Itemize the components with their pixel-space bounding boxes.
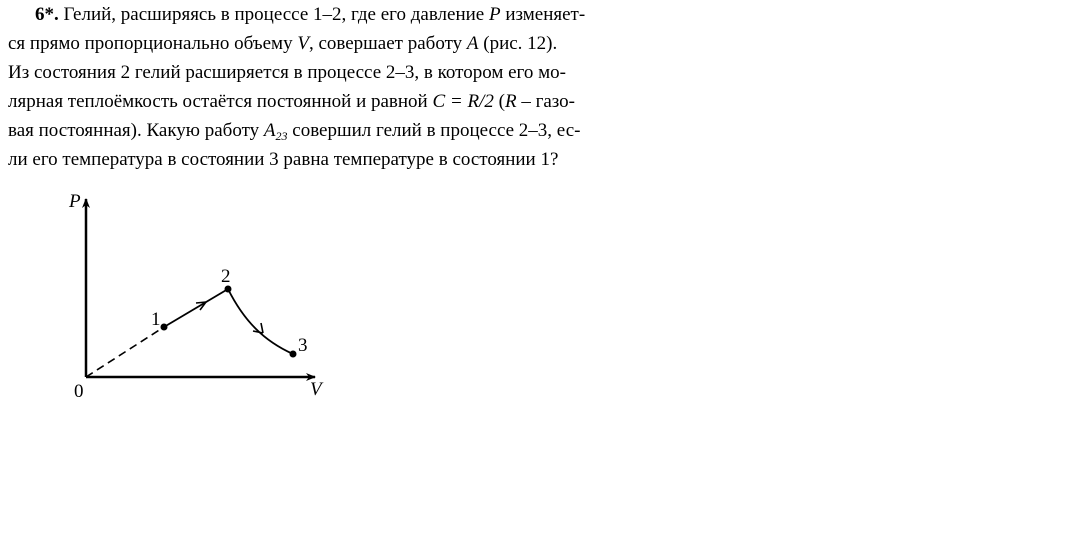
formula-c: C = R/2 — [432, 91, 494, 112]
process-2-3-curve — [228, 289, 293, 354]
process-1-2-line — [164, 289, 228, 327]
state-point-3 — [290, 351, 297, 358]
state-point-1 — [161, 324, 168, 331]
variable-a23-subscript: 23 — [275, 129, 288, 143]
pv-diagram — [50, 185, 350, 405]
point-label-3: 3 — [298, 335, 308, 356]
problem-line-6: ли его температура в состоянии 3 равна температуре в состоянии 1? — [8, 149, 559, 170]
extrapolation-dashed-line — [86, 327, 164, 377]
variable-p: P — [488, 4, 501, 25]
problem-line-1: 6*. Гелий, расширяясь в процессе 1–2, где его давление P изменяет- — [35, 4, 586, 25]
problem-line-4: лярная теплоёмкость остаётся постоянной и равной C = R/2 (R – газо- — [8, 91, 576, 112]
problem-line-3: Из состояния 2 гелий расширяется в процессе 2–3, в котором его мо- — [8, 62, 566, 83]
point-label-2: 2 — [221, 266, 231, 287]
origin-label: 0 — [74, 381, 84, 402]
problem-text — [8, 0, 688, 174]
variable-r: R — [504, 91, 517, 112]
problem-line-5: вая постоянная). Какую работу $A_{23}$ совершил гелий в процессе 2–3, ес- — [8, 120, 581, 143]
problem-number: 6*. — [35, 4, 59, 25]
variable-a23: A — [263, 120, 276, 141]
point-label-1: 1 — [151, 309, 161, 330]
problem-line-2: ся прямо пропорционально объему V, совершает работу A (рис. 12). — [8, 33, 558, 54]
axis-label-p: P — [69, 191, 81, 212]
axis-label-v: V — [310, 379, 322, 400]
pv-diagram-svg — [50, 185, 350, 405]
variable-a: A — [466, 33, 479, 54]
variable-v: V — [297, 33, 309, 54]
